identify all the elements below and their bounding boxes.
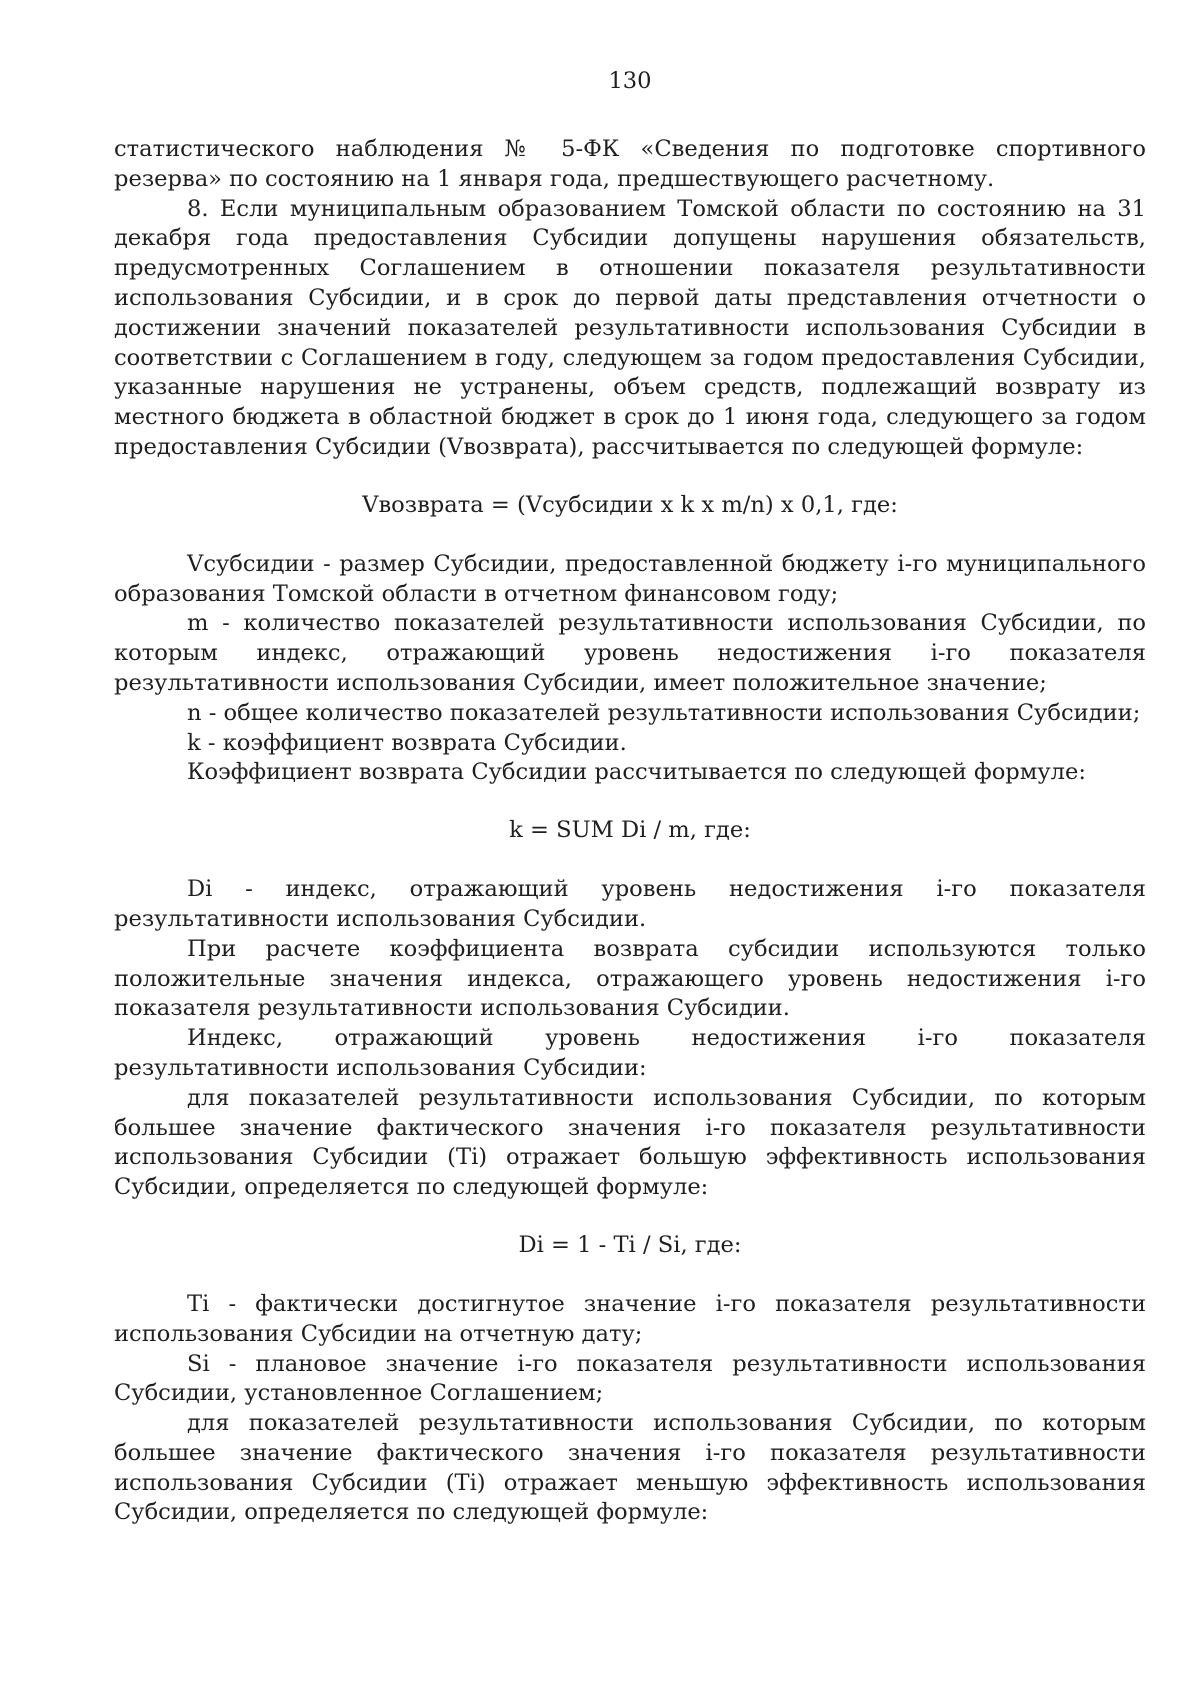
formula-index-di: Di = 1 - Ti / Si, где: bbox=[518, 1231, 742, 1258]
paragraph-definition-si: Si - плановое значение i-го показателя результативности использования Субсидии, установленное Соглашением; bbox=[114, 1350, 1146, 1407]
formula-return-volume: Vвозврата = (Vсубсидии x k x m/n) x 0,1, где: bbox=[362, 491, 898, 518]
paragraph-definition-ti: Ti - фактически достигнутое значение i-го показателя результативности использования Субсидии на отчетную дату; bbox=[114, 1290, 1146, 1347]
paragraph-greater-efficiency: для показателей результативности использования Субсидии, по которым большее значение фактического значения i-го показателя результативности использования Субсидии (Ti) отражает большую эффективность использования Субсидии, определяется по следующей формуле: bbox=[114, 1084, 1146, 1201]
paragraph-definition-di: Di - индекс, отражающий уровень недостижения i-го показателя результативности использования Субсидии. bbox=[114, 876, 1146, 932]
paragraph-positive-values: При расчете коэффициента возврата субсидии используются только положительные значения индекса, отражающего уровень недостижения i-го показателя результативности использования Субсидии. bbox=[114, 935, 1146, 1022]
document-page bbox=[114, 66, 1146, 1528]
paragraph-statistics-continuation: статистического наблюдения № 5-ФК «Сведения по подготовке спортивного резерва» по состоянию на 1 января года, предшествующего расчетному. bbox=[114, 136, 1146, 192]
page-number: 130 bbox=[608, 68, 652, 94]
paragraph-lesser-efficiency: для показателей результативности использования Субсидии, по которым большее значение фактического значения i-го показателя результативности использования Субсидии (Ti) отражает меньшую эффективность использования Субсидии, определяется по следующей формуле: bbox=[114, 1410, 1146, 1526]
paragraph-definition-n: n - общее количество показателей результативности использования Субсидии; bbox=[187, 699, 1141, 726]
paragraph-coefficient-intro: Коэффициент возврата Субсидии рассчитывается по следующей формуле: bbox=[187, 759, 1086, 786]
paragraph-definition-k: k - коэффициент возврата Субсидии. bbox=[187, 729, 627, 756]
paragraph-definition-m: m - количество показателей результативности использования Субсидии, по которым индекс, отражающий уровень недостижения i-го показателя результативности использования Субсидии, имеет положительное значение; bbox=[114, 610, 1146, 696]
formula-return-coefficient: k = SUM Di / m, где: bbox=[509, 817, 751, 844]
paragraph-definition-vsubsidy: Vсубсидии - размер Субсидии, предоставленной бюджету i-го муниципального образования Томской области в отчетном финансовом году; bbox=[114, 550, 1146, 607]
paragraph-item-8: 8. Если муниципальным образованием Томской области по состоянию на 31 декабря года предоставления Субсидии допущены нарушения обязательств, предусмотренных Соглашением в отношении показателя результативности использования Субсидии, и в срок до первой даты представления отчетности о достижении значений показателей результативности использования Субсидии в соответствии с Соглашением в году, следующем за годом предоставления Субсидии, указанные нарушения не устранены, объем средств, подлежащий возврату из местного бюджета в областной бюджет в срок до 1 июня года, следующего за годом предоставления Субсидии (Vвозврата), рассчитывается по следующей формуле: bbox=[114, 195, 1146, 460]
paragraph-index-intro: Индекс, отражающий уровень недостижения i-го показателя результативности использования Субсидии: bbox=[114, 1025, 1146, 1081]
